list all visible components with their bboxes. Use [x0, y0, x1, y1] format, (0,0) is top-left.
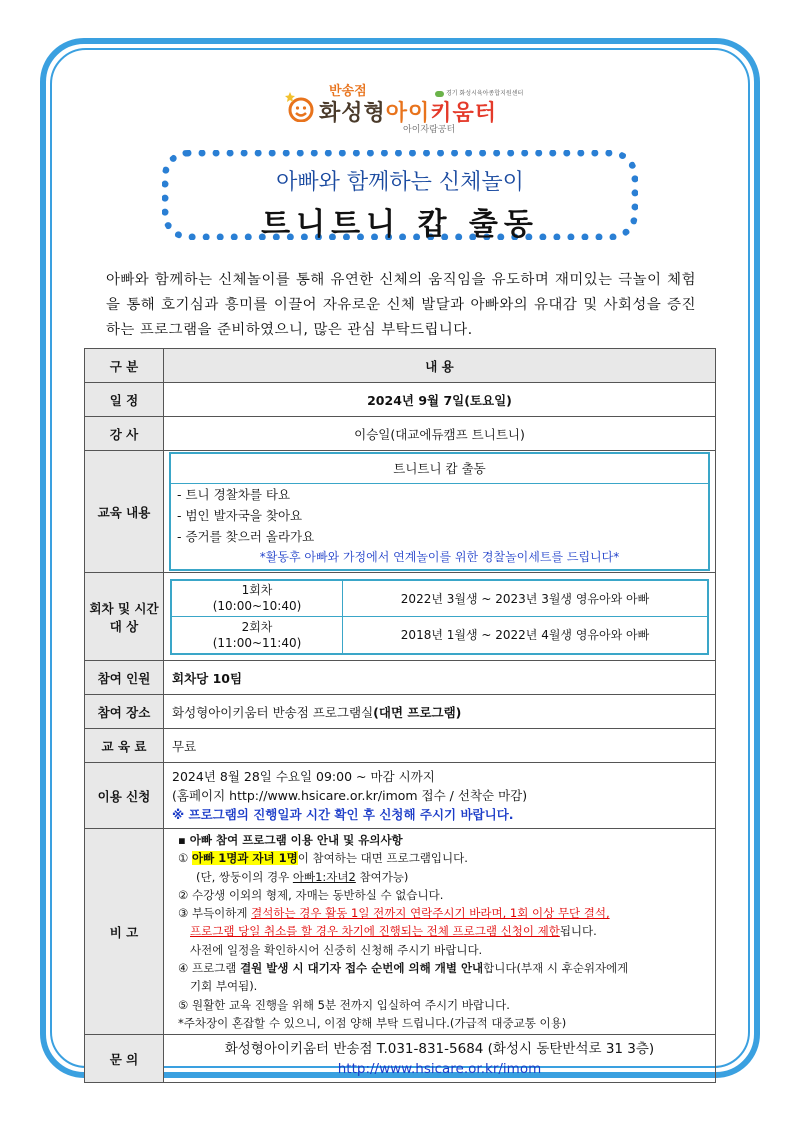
list-item: - 트니 경찰차를 타요 [177, 487, 291, 502]
place-value: 화성형아이키움터 반송점 프로그램실(대면 프로그램) [164, 695, 716, 729]
instructor-value: 이승일(대교에듀캠프 트니트니) [164, 417, 716, 451]
note-item: ⑤ 원활한 교육 진행을 위해 5분 전까지 입실하여 주시기 바랍니다. [178, 997, 510, 1012]
people-value: 회차당 10팀 [164, 661, 716, 695]
apply-period: 2024년 8월 28일 수요일 09:00 ~ 마감 시까지 [172, 769, 435, 784]
notes-heading: ▪ 아빠 참여 프로그램 이용 안내 및 유의사항 [178, 833, 403, 847]
header-label: 구 분 [85, 349, 164, 383]
title-box [162, 150, 638, 240]
contact-url-link[interactable]: http://www.hsicare.or.kr/imom [337, 1060, 542, 1077]
schedule-row [85, 383, 716, 417]
sun-logo-icon [285, 92, 315, 122]
note-item: ② 수강생 이외의 형제, 자매는 동반하실 수 없습니다. [178, 887, 444, 902]
page-subtitle: 아빠와 함께하는 신체놀이 [276, 170, 524, 195]
apply-method: (홈페이지 http://www.hsicare.or.kr/imom 접수 / 선착순 마감) [172, 788, 528, 803]
place-row [85, 695, 716, 729]
table-header-row [85, 349, 716, 383]
contact-row [85, 1035, 716, 1083]
edu-note: *활동후 아빠와 가정에서 연계놀이를 위한 경찰놀이세트를 드립니다* [259, 550, 620, 564]
edu-row [85, 451, 716, 573]
note-item: ① 아빠 1명과 자녀 1명이 참여하는 대면 프로그램입니다. [178, 851, 468, 866]
note-item: (단, 쌍둥이의 경우 아빠1:자녀2 참여가능) [196, 869, 409, 884]
logo-subtitle: 아이자람공터 [403, 125, 456, 135]
sessions-table [170, 579, 709, 655]
contact-info: 화성형아이키움터 반송점 T.031-831-5684 (화성시 동탄반석로 31 3층) [224, 1040, 655, 1057]
note-item: 사전에 일정을 확인하시어 신중히 신청해 주시기 바랍니다. [190, 942, 483, 957]
note-item: *주차장이 혼잡할 수 있으니, 이점 양해 부탁 드립니다.(가급적 대중교통 이용) [178, 1015, 567, 1030]
session-name: 1회차 [241, 583, 273, 598]
apply-label: 이용 신청 [85, 763, 164, 829]
note-item: ④ 프로그램 결원 발생 시 대기자 접수 순번에 의해 개별 안내합니다(부재 시 후순위자에게 [178, 961, 629, 976]
table-row [171, 580, 708, 617]
page-title: 트니트니 캅 출동 [261, 207, 539, 242]
fee-row [85, 729, 716, 763]
session-time: (11:00~11:40) [212, 635, 302, 650]
instructor-row [85, 417, 716, 451]
apply-row [85, 763, 716, 829]
people-row [85, 661, 716, 695]
sessions-row [85, 573, 716, 661]
session-target: 2018년 1월생 ~ 2022년 4월생 영유아와 아빠 [343, 617, 709, 654]
logo-branch: 반송점 [329, 84, 367, 99]
info-table [84, 348, 716, 1083]
note-item: ③ 부득이하게 결석하는 경우 활동 1일 전까지 연락주시기 바라며, 1회 이상 무단 결석, [178, 906, 610, 921]
fee-label: 교 육 료 [85, 729, 164, 763]
notes-row [85, 829, 716, 1035]
logo [285, 78, 525, 138]
contact-label: 문 의 [85, 1035, 164, 1083]
edu-label: 교육 내용 [85, 451, 164, 573]
apply-notice: ※ 프로그램의 진행일과 시간 확인 후 신청해 주시기 바랍니다. [172, 807, 514, 822]
note-item: 프로그램 당일 취소를 할 경우 차기에 진행되는 전체 프로그램 신청이 제한됩니다. [190, 924, 597, 939]
notes-label: 비 고 [85, 829, 164, 1035]
instructor-label: 강 사 [85, 417, 164, 451]
place-label: 참여 장소 [85, 695, 164, 729]
schedule-value: 2024년 9월 7일(토요일) [164, 383, 716, 417]
logo-wordmark: 화성형아이키움터 [319, 101, 498, 126]
logo-org: 경기 화성시육아종합지원센터 [435, 88, 523, 97]
note-item: 기회 부여됨). [190, 979, 258, 994]
schedule-label: 일 정 [85, 383, 164, 417]
header-content: 내 용 [164, 349, 716, 383]
fee-value: 무료 [164, 729, 716, 763]
session-target: 2022년 3월생 ~ 2023년 3월생 영유아와 아빠 [343, 580, 709, 617]
edu-title: 트니트니 캅 출동 [171, 454, 708, 484]
edu-box [169, 452, 710, 571]
list-item: - 범인 발자국을 찾아요 [177, 508, 303, 523]
session-time: (10:00~10:40) [212, 599, 302, 614]
people-label: 참여 인원 [85, 661, 164, 695]
table-row [171, 617, 708, 654]
intro-paragraph: 아빠와 함께하는 신체놀이를 통해 유연한 신체의 움직임을 유도하며 재미있는 극놀이 체험을 통해 호기심과 흥미를 이끌어 자유로운 신체 발달과 아빠와의 유대감 및 사회성을 증진하는 프로그램을 준비하였으니, 많은 관심 부탁드립니다. [106, 272, 696, 338]
session-name: 2회차 [241, 619, 273, 634]
sessions-label: 회차 및 시간 대 상 [85, 573, 164, 661]
list-item: - 증거를 찾으러 올라가요 [177, 529, 315, 544]
